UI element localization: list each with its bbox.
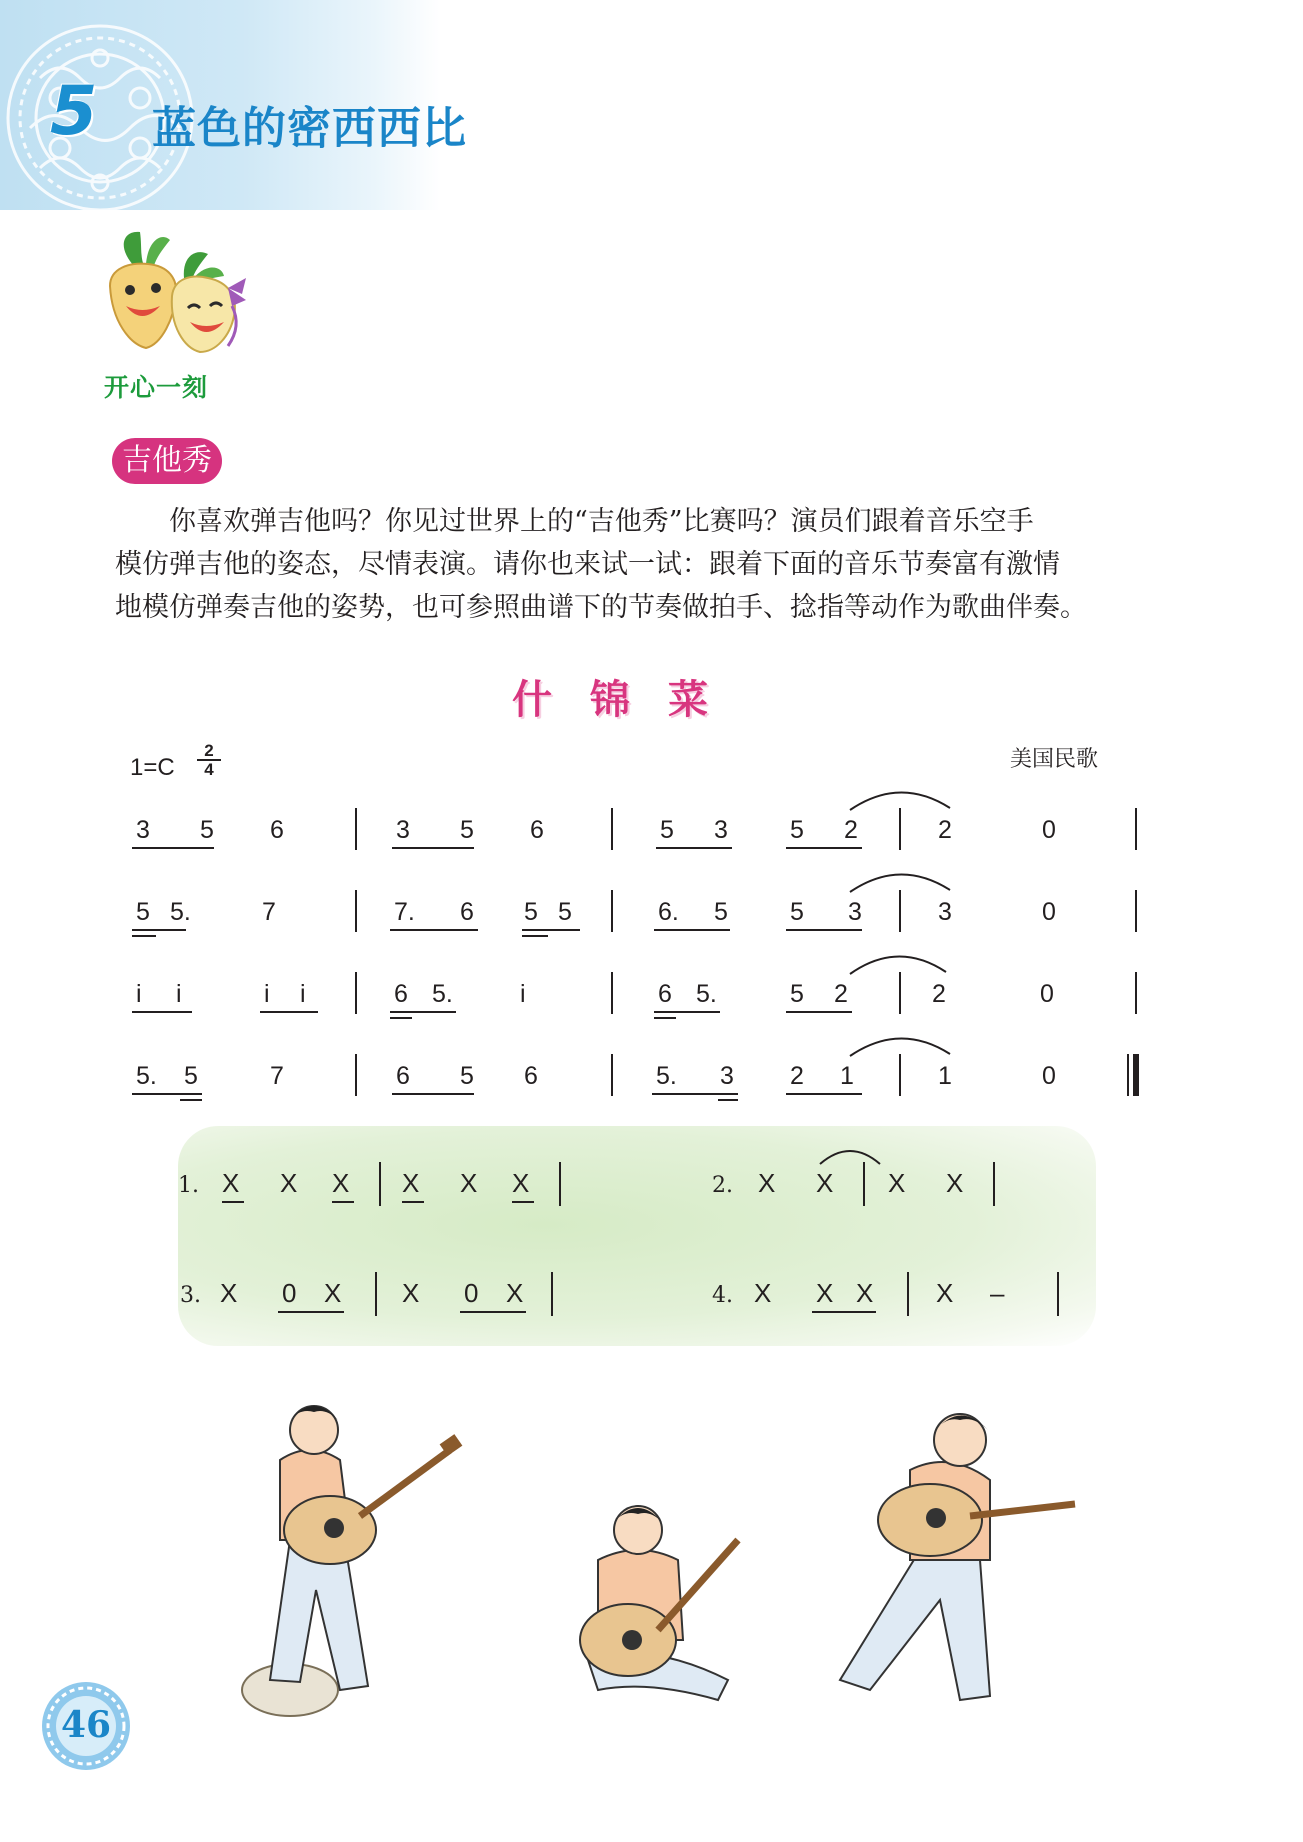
- rhythm-dash: –: [990, 1278, 1005, 1308]
- smiling-radish-icon: [96, 226, 256, 356]
- score-note: 3: [396, 816, 410, 844]
- score-note: 5: [660, 816, 674, 844]
- intro-line-2: 模仿弹吉他的姿态，尽情表演。请你也来试一试：跟着下面的音乐节奏富有激情: [115, 549, 1060, 580]
- rhythm-x: X: [506, 1278, 524, 1308]
- score-note: 5.: [432, 980, 453, 1008]
- score-note: i: [264, 980, 270, 1008]
- rhythm-index: 1.: [178, 1173, 199, 1198]
- time-signature-bottom: 4: [204, 760, 214, 779]
- tie-arc: [850, 956, 946, 974]
- score-note: i: [520, 980, 526, 1008]
- score-note: 5: [460, 816, 474, 844]
- score-note: 0: [1042, 898, 1056, 926]
- score-note: 5: [524, 898, 538, 926]
- rhythm-x: X: [222, 1168, 240, 1198]
- score-note: 6.: [658, 898, 679, 926]
- rhythm-x: X: [946, 1168, 964, 1198]
- score-note: i: [136, 980, 142, 1008]
- score-note: 3: [848, 898, 862, 926]
- rhythm-x: X: [512, 1168, 530, 1198]
- rhythm-panel: [178, 1126, 1096, 1346]
- score-note: 6: [396, 1062, 410, 1090]
- score-note: 5.: [656, 1062, 677, 1090]
- time-signature: [197, 742, 221, 778]
- score-note: 5: [558, 898, 572, 926]
- score-note: 6: [460, 898, 474, 926]
- score-note: 5.: [696, 980, 717, 1008]
- page-number: 46: [60, 1704, 112, 1746]
- rhythm-x: X: [324, 1278, 342, 1308]
- song-key: 1=C: [130, 754, 175, 781]
- tie-arc: [850, 792, 950, 810]
- tie-arc: [850, 874, 950, 892]
- score-note: 5: [790, 898, 804, 926]
- score-note: 0: [1040, 980, 1054, 1008]
- score-note: 7.: [394, 898, 415, 926]
- score-note: i: [300, 980, 306, 1008]
- intro-line-3: 地模仿弹奏吉他的姿势，也可参照曲谱下的节奏做拍手、捻指等动作为歌曲伴奏。: [115, 592, 1087, 623]
- rhythm-x: X: [280, 1168, 298, 1198]
- rhythm-x: X: [888, 1168, 906, 1198]
- score-note: 3: [714, 816, 728, 844]
- score-note: 5.: [136, 1062, 157, 1090]
- score-note: 5: [790, 980, 804, 1008]
- score-note: 1: [840, 1062, 854, 1090]
- sitting-guitarist-illustration: [558, 1490, 748, 1720]
- score-note: 2: [932, 980, 946, 1008]
- score-note: 6: [524, 1062, 538, 1090]
- song-title: 什锦菜: [512, 676, 746, 723]
- score-note: 5: [184, 1062, 198, 1090]
- dancing-guitarist-illustration: [820, 1400, 1090, 1720]
- score-note: i: [176, 980, 182, 1008]
- score-note: 0: [1042, 816, 1056, 844]
- score-note: 3: [136, 816, 150, 844]
- score-note: 6: [530, 816, 544, 844]
- score-note: 5: [460, 1062, 474, 1090]
- time-signature-top: 2: [197, 742, 221, 761]
- tie-arc: [850, 1038, 950, 1056]
- score-note: 0: [1042, 1062, 1056, 1090]
- score-notes: [136, 816, 1056, 1090]
- score-note: 1: [938, 1062, 952, 1090]
- song-origin: 美国民歌: [1010, 747, 1099, 772]
- score-note: 6: [394, 980, 408, 1008]
- score-note: 6: [658, 980, 672, 1008]
- score-note: 2: [844, 816, 858, 844]
- rhythm-x: X: [856, 1278, 874, 1308]
- section-label: 开心一刻: [104, 373, 209, 402]
- score-note: 5.: [170, 898, 191, 926]
- rhythm-x: X: [816, 1278, 834, 1308]
- score-note: 3: [938, 898, 952, 926]
- score-note: 5: [136, 898, 150, 926]
- intro-line-1: 你喜欢弹吉他吗？你见过世界上的“吉他秀”比赛吗？演员们跟着音乐空手: [169, 506, 1034, 537]
- rhythm-x: X: [936, 1278, 954, 1308]
- score-note: 6: [270, 816, 284, 844]
- lesson-title: 蓝色的密西西比: [152, 103, 467, 154]
- score-note: 5: [200, 816, 214, 844]
- rhythm-index: 4.: [712, 1283, 733, 1308]
- lesson-number: 5: [50, 72, 98, 151]
- activity-badge: 吉他秀: [112, 438, 222, 484]
- score-note: 7: [270, 1062, 284, 1090]
- rhythm-zero: 0: [464, 1278, 479, 1308]
- score-note: 5: [790, 816, 804, 844]
- rhythm-x: X: [816, 1168, 834, 1198]
- score-note: 7: [262, 898, 276, 926]
- standing-guitarist-illustration: [230, 1390, 470, 1720]
- rhythm-x: X: [758, 1168, 776, 1198]
- rhythm-x: X: [460, 1168, 478, 1198]
- score-note: 5: [714, 898, 728, 926]
- score-note: 2: [938, 816, 952, 844]
- score-note: 3: [720, 1062, 734, 1090]
- rhythm-x: X: [332, 1168, 350, 1198]
- rhythm-zero: 0: [282, 1278, 297, 1308]
- score-note: 2: [834, 980, 848, 1008]
- rhythm-x: X: [754, 1278, 772, 1308]
- score-lines: [132, 792, 1136, 1100]
- score-note: 2: [790, 1062, 804, 1090]
- intro-paragraph: [115, 500, 1165, 629]
- rhythm-x: X: [402, 1278, 420, 1308]
- rhythm-x: X: [402, 1168, 420, 1198]
- rhythm-x: X: [220, 1278, 238, 1308]
- rhythm-index: 2.: [712, 1173, 733, 1198]
- rhythm-index: 3.: [180, 1283, 201, 1308]
